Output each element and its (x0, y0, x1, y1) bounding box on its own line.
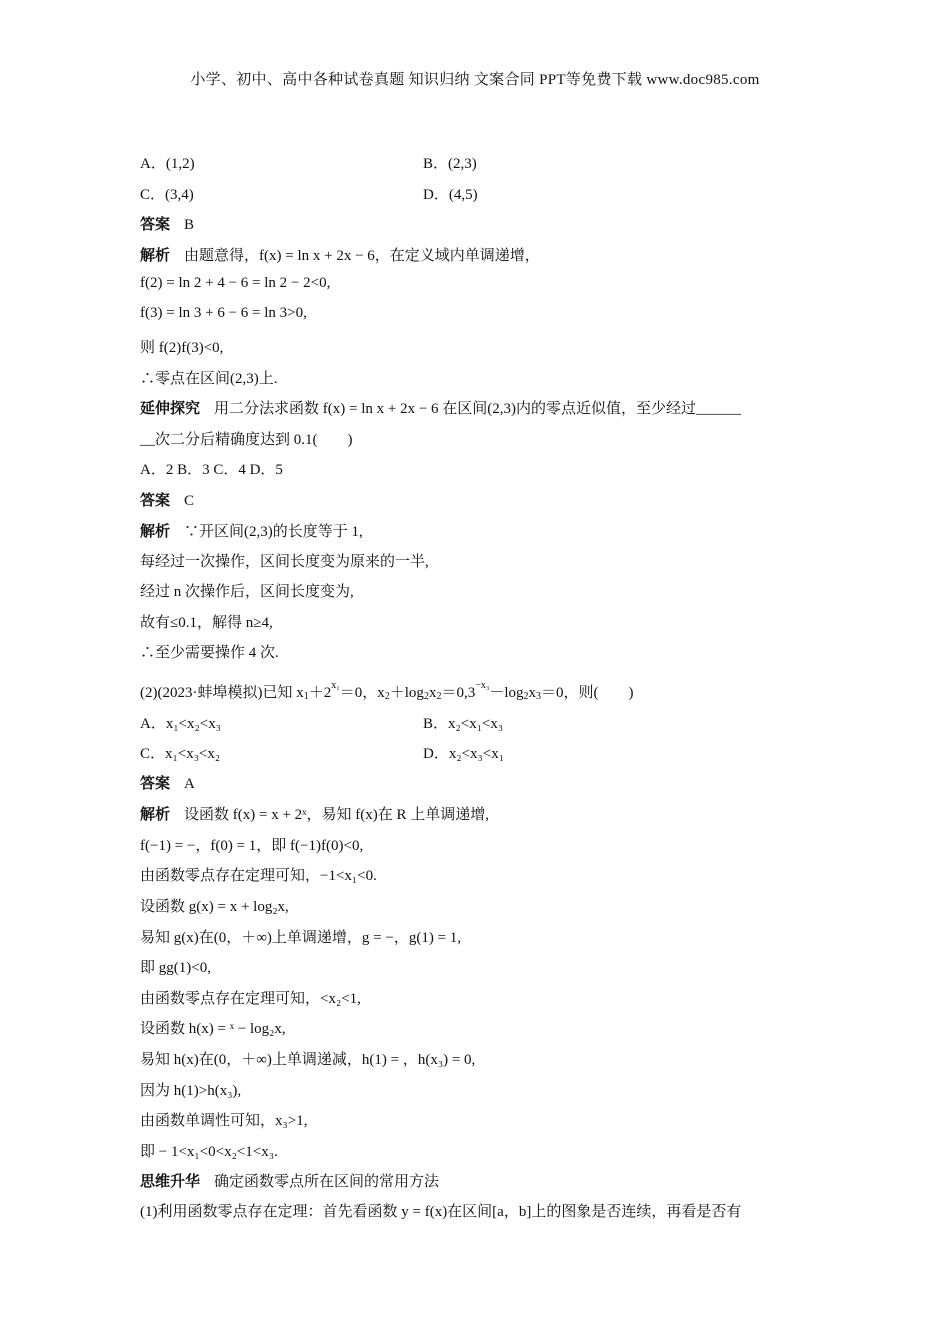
option-d: D．x₂<x₃<x₁ (423, 746, 504, 762)
analysis-line: 由函数单调性可知，x₃>1, (140, 1113, 308, 1129)
stem-part: x (428, 685, 437, 701)
stem-part: －log (489, 685, 524, 701)
stem-part: ＝0, (441, 685, 468, 701)
analysis-line (140, 520, 363, 541)
analysis-label: 解析 (140, 248, 171, 264)
summary-title: 确定函数零点所在区间的常用方法 (214, 1174, 440, 1190)
stem-sub: 2 (436, 691, 442, 702)
answer-line-2 (140, 489, 194, 510)
option-c: C．x₁<x₃<x₂ (140, 746, 221, 762)
analysis-line: 则 f(2)f(3)<0, (140, 340, 224, 356)
stem-part: x (528, 685, 537, 701)
page-header: 小学、初中、高中各种试卷真题 知识归纳 文案合同 PPT等免费下载 www.doc985.com (190, 72, 760, 88)
analysis-line: 即 − 1<x₁<0<x₂<1<x₃. (140, 1144, 278, 1160)
analysis-line: f(3) = ln 3 + 6 − 6 = ln 3>0, (140, 305, 307, 321)
stem-part: (2)(2023·蚌埠模拟)已知 x (140, 685, 304, 701)
analysis-line: 设函数 h(x) = ˣ − log₂x, (140, 1021, 286, 1037)
question-stem (140, 680, 634, 702)
analysis-text: 设函数 f(x) = x + 2ˣ，易知 f(x)在 R 上单调递增, (184, 807, 489, 823)
analysis-line: 每经过一次操作，区间长度变为原来的一半, (140, 554, 429, 570)
answer-line-1 (140, 213, 194, 234)
stem-sub: 3 (536, 691, 542, 702)
stem-part: ＝0，则( ) (541, 685, 634, 701)
analysis-line: 易知 h(x)在(0，＋∞)上单调递减，h(1) = ，h(x₃) = 0, (140, 1052, 476, 1068)
analysis-text: 由题意得，f(x) = ln x + 2x − 6，在定义域内单调递增， (184, 248, 540, 264)
extension-options: A．2 B．3 C．4 D．5 (140, 462, 283, 478)
analysis-line: 设函数 g(x) = x + log₂x, (140, 899, 289, 915)
summary-text: (1)利用函数零点存在定理：首先看函数 y = f(x)在区间[a，b]上的图象是否连续，再看是否有 (140, 1204, 742, 1220)
analysis-line: 故有≤0.1，解得 n≥4, (140, 615, 273, 631)
stem-sub: 2 (384, 691, 390, 702)
option-d: D．(4,5) (423, 187, 478, 203)
stem-part: ＋2 (308, 685, 332, 701)
extension-text: 用二分法求函数 f(x) = ln x + 2x − 6 在区间(2,3)内的零点近似值，至少经过______ (214, 401, 742, 417)
answer-label: 答案 (140, 217, 171, 233)
analysis-line: 因为 h(1)>h(x₃), (140, 1083, 242, 1099)
option-c: C．(3,4) (140, 187, 194, 203)
analysis-line: 经过 n 次操作后，区间长度变为, (140, 584, 354, 600)
analysis-line: f(−1) = −，f(0) = 1，即 f(−1)f(0)<0, (140, 838, 364, 854)
analysis-line (140, 803, 489, 824)
extension-line (140, 397, 741, 418)
analysis-line (140, 244, 540, 265)
stem-part: ＝0，x (339, 685, 385, 701)
analysis-line: f(2) = ln 2 + 4 − 6 = ln 2 − 2<0, (140, 275, 331, 291)
answer-value: A (184, 776, 195, 792)
answer-label: 答案 (140, 493, 171, 509)
stem-part: 3 (467, 685, 476, 701)
stem-sub: 2 (523, 691, 529, 702)
extension-label: 延伸探究 (140, 401, 201, 417)
analysis-line: 由函数零点存在定理可知，−1<x₁<0. (140, 868, 377, 884)
analysis-label: 解析 (140, 807, 171, 823)
summary-label: 思维升华 (140, 1174, 201, 1190)
extension-line-2: __次二分后精确度达到 0.1( ) (140, 432, 353, 448)
analysis-line: ∴至少需要操作 4 次. (140, 645, 279, 661)
answer-label: 答案 (140, 776, 171, 792)
analysis-line: ∴零点在区间(2,3)上. (140, 371, 278, 387)
option-b: B．(2,3) (423, 156, 477, 172)
answer-line-3 (140, 772, 195, 793)
answer-value: B (184, 217, 195, 233)
stem-sub: 1 (303, 691, 309, 702)
analysis-label: 解析 (140, 524, 171, 540)
stem-sub: 2 (423, 691, 429, 702)
analysis-text: ∵开区间(2,3)的长度等于 1, (184, 524, 363, 540)
stem-sup: −x₃ (475, 680, 490, 691)
option-a: A．(1,2) (140, 156, 195, 172)
stem-sup: x₁ (331, 680, 340, 691)
analysis-line: 由函数零点存在定理可知，<x₂<1, (140, 991, 361, 1007)
stem-part: ＋log (389, 685, 424, 701)
option-a: A．x₁<x₂<x₃ (140, 716, 221, 732)
analysis-line: 即 gg(1)<0, (140, 960, 211, 976)
answer-value: C (184, 493, 195, 509)
option-b: B．x₂<x₁<x₃ (423, 716, 504, 732)
analysis-line: 易知 g(x)在(0，＋∞)上单调递增，g = −，g(1) = 1, (140, 930, 462, 946)
summary-heading (140, 1170, 439, 1191)
